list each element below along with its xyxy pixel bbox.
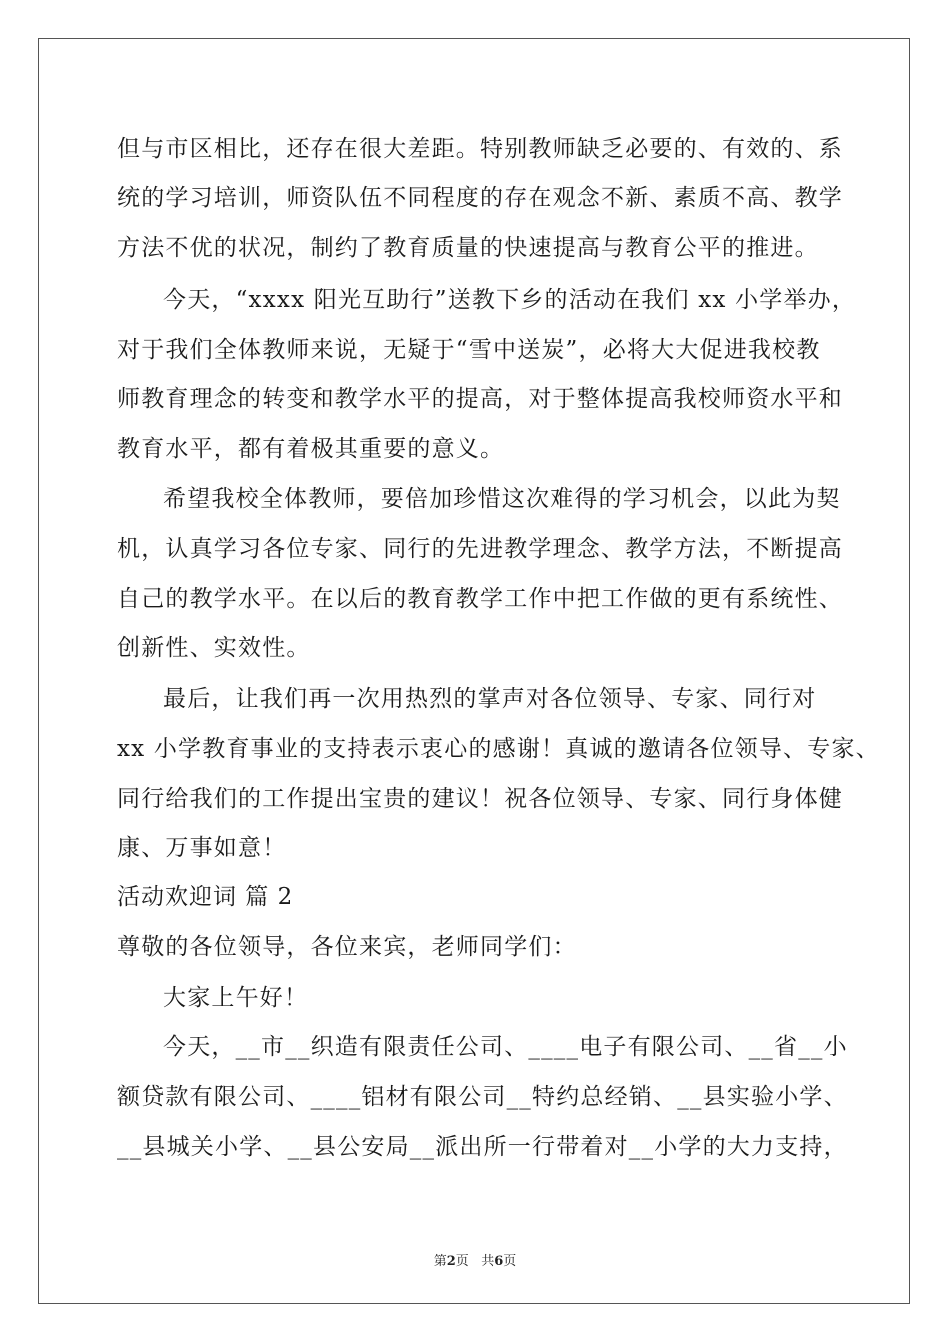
footer-prefix: 第: [433, 1254, 447, 1269]
page-border: [38, 38, 910, 1304]
paragraph-3-line-1: 希望我校全体教师，要倍加珍惜这次难得的学习机会，以此为契: [163, 486, 841, 512]
paragraph-2-line-2: 对于我们全体教师来说，无疑于“雪中送炭”，必将大大促进我校教: [117, 337, 821, 363]
paragraph-3-line-3: 自己的教学水平。在以后的教育教学工作中把工作做的更有系统性、: [117, 586, 843, 612]
paragraph-2-line-3: 师教育理念的转变和教学水平的提高，对于整体提高我校师资水平和: [117, 386, 843, 412]
paragraph-4-line-1: 最后，让我们再一次用热烈的掌声对各位领导、专家、同行对: [163, 686, 817, 712]
section-heading: 活动欢迎词 篇 2: [117, 884, 294, 910]
final-paragraph-line-1: 今天，__市__织造有限责任公司、____电子有限公司、__省__小: [163, 1034, 848, 1060]
footer-current-page: 2: [446, 1254, 456, 1269]
footer-page-word: 页: [455, 1254, 469, 1269]
final-paragraph-line-2: 额贷款有限公司、____铝材有限公司__特约总经销、__县实验小学、: [117, 1084, 848, 1110]
paragraph-2-line-4: 教育水平，都有着极其重要的意义。: [117, 436, 505, 462]
page-footer: [0, 1250, 950, 1269]
paragraph-4-line-2: xx 小学教育事业的支持表示衷心的感谢！真诚的邀请各位领导、专家、: [117, 736, 880, 762]
final-paragraph-line-3: __县城关小学、__县公安局__派出所一行带着对__小学的大力支持，: [117, 1134, 848, 1160]
greeting: 大家上午好！: [163, 985, 309, 1011]
paragraph-3-line-4: 创新性、实效性。: [117, 635, 311, 661]
paragraph-1-line-1: 但与市区相比，还存在很大差距。特别教师缺乏必要的、有效的、系: [117, 136, 843, 162]
footer-total-suffix: 页: [503, 1254, 517, 1269]
paragraph-2-line-1: 今天，“xxxx 阳光互助行”送教下乡的活动在我们 xx 小学举办，: [163, 287, 857, 313]
paragraph-4-line-3: 同行给我们的工作提出宝贵的建议！祝各位领导、专家、同行身体健: [117, 786, 843, 812]
paragraph-1-line-2: 统的学习培训，师资队伍不同程度的存在观念不新、素质不高、教学: [117, 185, 843, 211]
paragraph-4-line-4: 康、万事如意！: [117, 835, 287, 861]
paragraph-3-line-2: 机，认真学习各位专家、同行的先进教学理念、教学方法，不断提高: [117, 536, 843, 562]
salutation: 尊敬的各位领导，各位来宾，老师同学们：: [117, 934, 577, 960]
footer-total-prefix: 共: [481, 1254, 495, 1269]
footer-total-pages: 6: [494, 1254, 504, 1269]
paragraph-1-line-3: 方法不优的状况，制约了教育质量的快速提高与教育公平的推进。: [117, 235, 819, 261]
